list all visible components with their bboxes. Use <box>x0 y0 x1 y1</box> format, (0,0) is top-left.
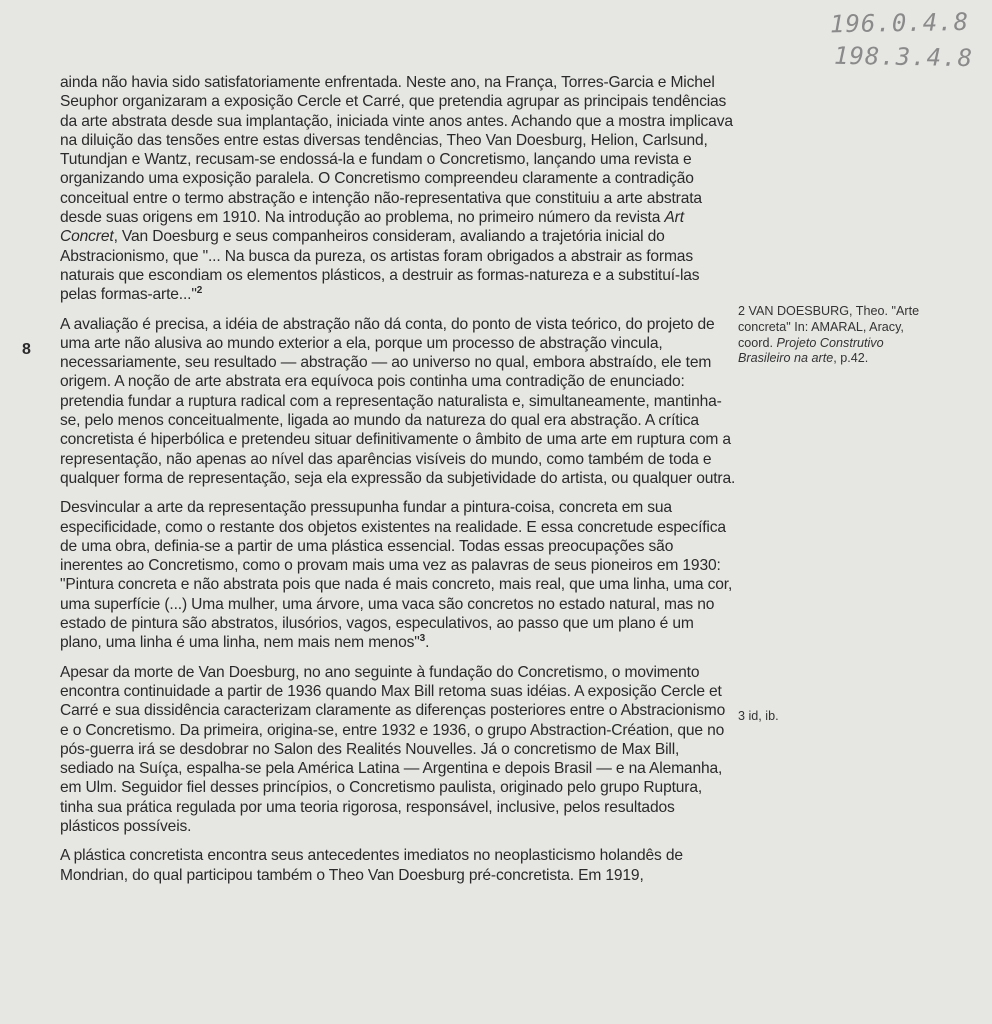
paragraph-5: A plástica concretista encontra seus antecedentes imediatos no neoplasticismo holandês de Mondrian, do qual participou também o Theo Van Doesburg pré-concretista. Em 1919, <box>60 847 683 884</box>
paragraph-3-text: Desvincular a arte da representação pressupunha fundar a pintura-coisa, concreta em sua especificidade, como o restante dos objetos existentes na realidade. E essa concretude específica de uma obra, definia-se a partir de uma plástica essencial. Todas essas preocupações são inerentes ao Concretismo, como o provam mais uma vez as palavras de seus pioneiros em 1930: "Pintura concreta e não abstrata pois que nada é mais concreto, mais real, que uma linha, uma cor, uma superfície (...) Uma mulher, uma árvore, uma vaca são concretos no estado natural, mas no estado de pintura são abstratos, ilusórios, vagos, especulativos, ao passo que um plano é um plano, uma linha é uma linha, nem mais nem menos" <box>60 499 733 652</box>
handwritten-line-1: 196.0.4.8 <box>829 7 970 39</box>
paragraph-1-text-a: ainda não havia sido satisfatoriamente enfrentada. Neste ano, na França, Torres-Garcia e Michel Seuphor organizaram a exposição Cercle et Carré, que pretendia agrupar as principais tendências da arte abstrata desde sua implantação, iniciada vinte anos antes. Achando que a mostra implicava na diluição das tensões entre estas diversas tendências, Theo Van Doesburg, Helion, Carlsund, Tutundjan e Wantz, recusam-se endossá-la e fundam o Concretismo, lançando uma revista e organizando uma exposição paralela. O Concretismo compreendeu claramente a contradição conceitual entre o termo abstração e intenção não-representativa que constituiu a arte abstrata desde suas origens em 1910. Na introdução ao problema, no primeiro número da revista <box>60 74 733 227</box>
footnote-2-book-title: Projeto Construtivo Brasileiro na arte <box>738 335 884 366</box>
handwritten-annotation <box>822 0 982 73</box>
paragraph-3-end: . <box>425 634 430 652</box>
footnote-ref-2: 2 <box>196 285 203 297</box>
footnote-2-text-b: , p.42. <box>833 351 869 366</box>
paragraph-1-text-b: , Van Doesburg e seus companheiros consideram, avaliando a trajetória inicial do Abstracionismo, que "... Na busca da pureza, os artistas foram obrigados a abstrair as formas naturais que escondiam os elementos plásticos, a destruir as formas-natureza e a substituí-las pelas formas-arte..." <box>60 228 700 304</box>
paragraph-1 <box>60 73 736 305</box>
page-number: 8 <box>22 341 31 358</box>
main-text-column <box>60 73 736 895</box>
paragraph-3 <box>60 498 736 652</box>
handwritten-line-2: 198.3.4.8 <box>833 41 974 73</box>
footnote-ref-3: 3 <box>419 633 426 645</box>
footnote-2 <box>738 304 938 367</box>
paragraph-2: A avaliação é precisa, a idéia de abstração não dá conta, do ponto de vista teórico, do projeto de uma arte não alusiva ao mundo exterior a ela, porque um processo de abstração vincula, necessariamente, seu resultado — abstração — ao universo no qual, embora abstraído, ele tem origem. A noção de arte abstrata era equívoca pois continha uma contradição de enunciado: pretendia fundar a ruptura radical com a representação naturalista e, simultaneamente, mantinha-se, pelo menos conceitualmente, ligada ao mundo da natureza do qual era abstração. A crítica concretista é hiperbólica e pretendeu situar definitivamente o âmbito de uma arte em ruptura com a representação, não apenas ao nível das aparências visíveis do mundo, como também de toda e qualquer forma de representação, seja ela expressão da subjetividade do artista, ou qualquer outra. <box>60 315 736 487</box>
paragraph-4: Apesar da morte de Van Doesburg, no ano seguinte à fundação do Concretismo, o movimento encontra continuidade a partir de 1936 quando Max Bill retoma suas idéias. A exposição Cercle et Carré e sua dissidência caracterizam claramente as diferenças posteriores entre o Abstracionismo e o Concretismo. Da primeira, origina-se, entre 1932 e 1936, o grupo Abstraction-Création, que no pós-guerra irá se desdobrar no Salon des Realités Nouvelles. Já o concretismo de Max Bill, sediado na Suíça, espalha-se pela América Latina — Argentina e depois Brasil — e na Alemanha, em Ulm. Seguidor fiel desses princípios, o Concretismo paulista, originado pelo grupo Ruptura, tinha sua prática regulada por uma teoria rigorosa, responsável, inclusive, pelos resultados plásticos possíveis. <box>60 663 726 835</box>
journal-title: Art Concret <box>60 209 684 246</box>
footnote-2-text-a: 2 VAN DOESBURG, Theo. "Arte concreta" In: AMARAL, Aracy, coord. <box>738 304 920 350</box>
footnote-3: 3 id, ib. <box>738 709 779 723</box>
